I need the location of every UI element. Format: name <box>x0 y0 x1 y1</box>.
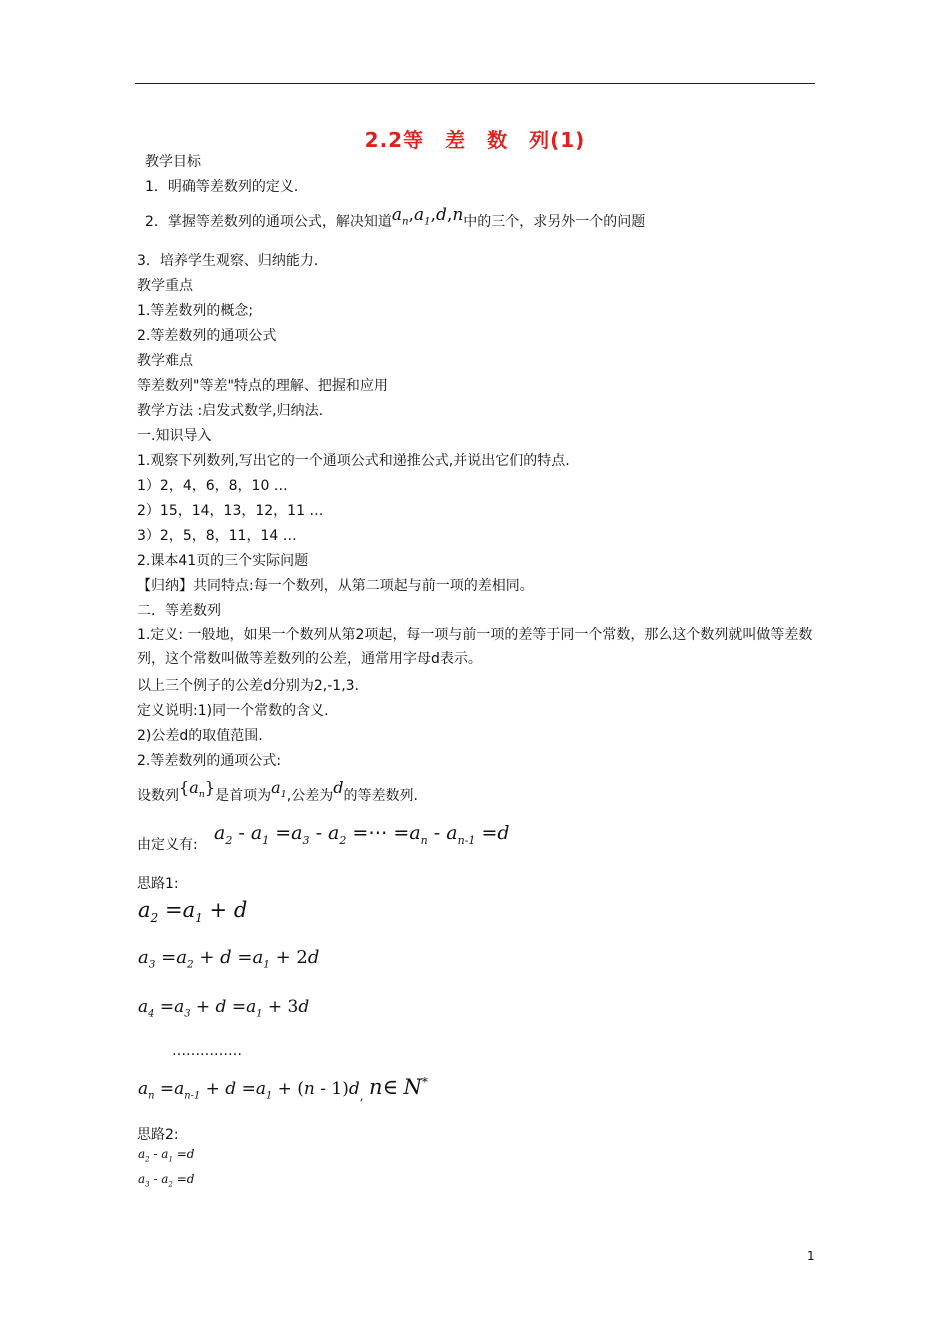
section1-question-1: 1.观察下列数列,写出它的一个通项公式和递推公式,并说出它们的特点. <box>137 453 570 469</box>
idea-1-label: 思路1: <box>137 876 179 892</box>
key-point-2: 2.等差数列的通项公式 <box>137 328 277 344</box>
setup-mid: 是首项为 <box>215 788 272 804</box>
teaching-method: 教学方法 :启发式数学,归纳法. <box>137 403 324 419</box>
goal-1: 1．明确等差数列的定义． <box>145 179 308 195</box>
note-2: 2)公差d的取值范围. <box>137 728 263 744</box>
example-d: 以上三个例子的公差d分别为2,-1,3. <box>137 678 360 694</box>
setup-seq-math: $\{a_n\}$ <box>179 778 216 801</box>
section1-heading: 一.知识导入 <box>137 428 212 444</box>
definition: 1.定义: 一般地，如果一个数列从第2项起，每一项与前一项的差等于同一个常数，那么这个数列就叫做等差数列，这个常数叫做等差数列的公差，通常用字母d表示。 <box>137 627 813 667</box>
goals-heading: 教学目标 <box>145 154 201 170</box>
sequence-1: 1）2，4，6，8，10 … <box>137 478 288 494</box>
eq-idea2-1: $a_2 - a_1 =d$ <box>138 1147 195 1164</box>
eq-an: $a_n =a_{n-1} + d =a_1 + (n - 1)d_,$ n∈ N* <box>138 1075 428 1103</box>
continuation-dots: …………… <box>172 1043 242 1059</box>
definition-equation: $a_2 - a_1 =a_3 - a_2$ =⋯ $=a_n - a_{n-1} =d$ <box>214 822 510 847</box>
summary: 【归纳】共同特点:每一个数列，从第二项起与前一项的差相同。 <box>137 578 534 594</box>
key-points-heading: 教学重点 <box>137 278 193 294</box>
section2-heading: 二．等差数列 <box>137 603 221 619</box>
sequence-2: 2）15，14，13，12，11 … <box>137 503 324 519</box>
setup-post: 的等差数列. <box>343 788 418 804</box>
page-number: 1 <box>807 1249 815 1263</box>
eq-a4: $a_4 =a_3 + d =a_1 + 3d$ <box>138 997 310 1020</box>
setup-mid2: ,公差为 <box>286 788 334 804</box>
by-definition-label: 由定义有: <box>137 837 198 853</box>
header-rule <box>135 83 815 84</box>
idea-2-label: 思路2: <box>137 1127 179 1143</box>
eq-a2: $a_2 =a_1 + d$ <box>138 898 248 926</box>
key-point-1: 1.等差数列的概念; <box>137 303 254 319</box>
difficulty-heading: 教学难点 <box>137 353 193 369</box>
sequence-3: 3）2，5，8，11，14 … <box>137 528 297 544</box>
goal-2-post: 中的三个，求另外一个的问题 <box>463 214 646 230</box>
goal-2-math: $a_n,a_1,d,n$ <box>391 205 464 228</box>
goal-3: 3．培养学生观察、归纳能力． <box>137 253 328 269</box>
eq-idea2-2: $a_3 - a_2 =d$ <box>138 1172 195 1189</box>
section1-question-2: 2.课本41页的三个实际问题 <box>137 553 309 569</box>
setup-pre: 设数列 <box>137 788 179 804</box>
note-1: 定义说明:1)同一个常数的含义. <box>137 703 329 719</box>
setup-line <box>137 779 418 804</box>
eq-a3: $a_3 =a_2 + d =a_1 + 2d$ <box>138 947 320 971</box>
goal-2-pre: 2．掌握等差数列的通项公式，解决知道 <box>145 214 392 230</box>
difficulty-text: 等差数列"等差"特点的理解、把握和应用 <box>137 378 388 394</box>
setup-a1-math: $a_1$ <box>271 778 287 801</box>
goal-2 <box>145 205 646 237</box>
formula-heading: 2.等差数列的通项公式: <box>137 753 282 769</box>
setup-d-math: d <box>333 778 344 797</box>
page-title: 2.2等 差 数 列(1) <box>364 128 586 152</box>
